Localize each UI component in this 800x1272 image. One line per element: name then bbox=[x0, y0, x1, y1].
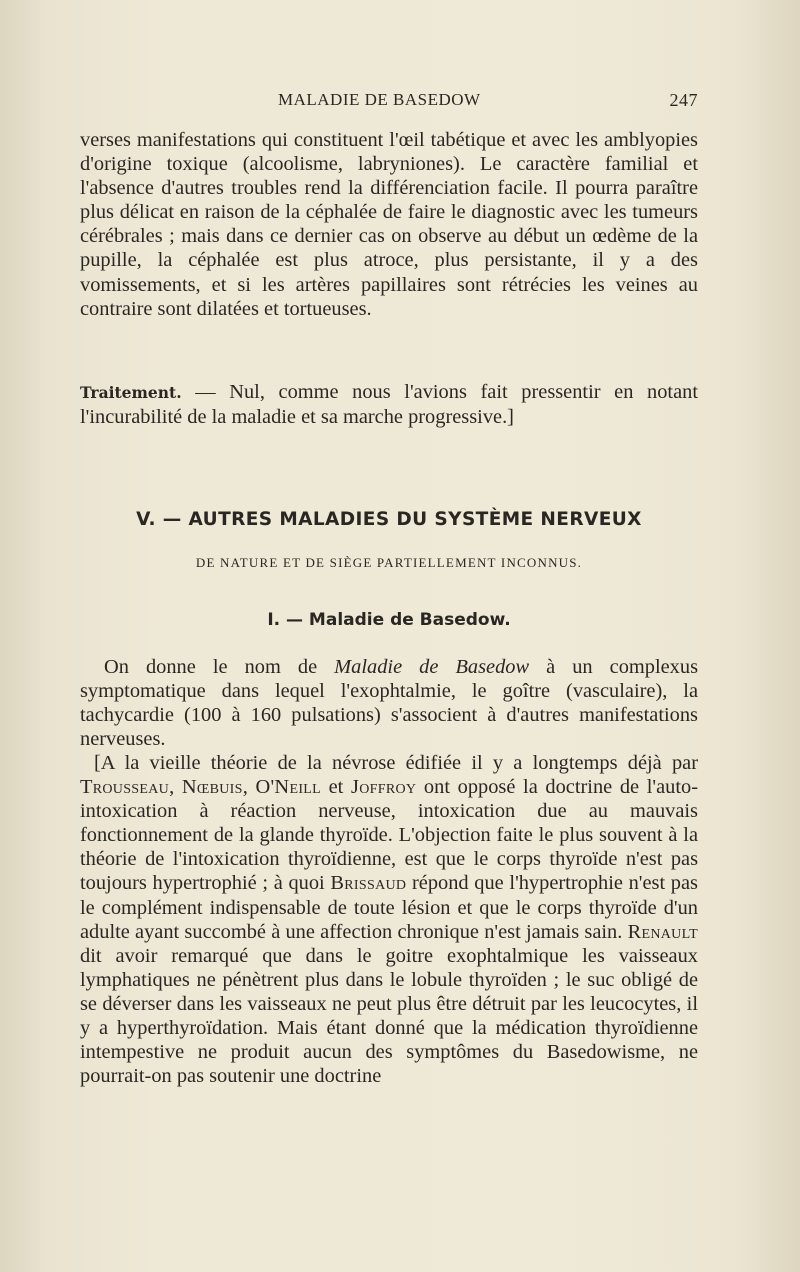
author-trousseau: Trousseau bbox=[80, 776, 170, 799]
author-joffroy: Joffroy bbox=[351, 776, 417, 799]
traitement-text: — Nul, comme nous l'avions fait pressentir en notant l'incurabilité de la maladie et sa marche progressive.] bbox=[80, 381, 698, 429]
disease-name: Maladie de Basedow bbox=[334, 656, 530, 678]
paragraph-traitement bbox=[80, 380, 698, 429]
subsection-title: I. — Maladie de Basedow. bbox=[267, 610, 511, 630]
theory-text-1: [A la vieille théorie de la névrose édifiée il y a longtemps déjà par bbox=[94, 752, 698, 774]
theory-text-6: répond que l'hypertrophie n'est pas le complément indispensable de toute lésion et que le corps thyroïde d'un adulte ayant succombé à une affection chronique n'est jamais sain. bbox=[80, 872, 698, 943]
theory-text-5: ont opposé la doctrine de l'auto-intoxication à réaction nerveuse, intoxication due au mauvais fonctionnement de la glande thyroïde. L'objection faite le plus souvent à la théorie de l'intoxication thyroïdienne, est que le corps thyroïde n'est pas toujours hypertrophié ; à quoi bbox=[80, 776, 698, 895]
paragraph-continuation: verses manifestations qui constituent l'œil tabétique et avec les amblyopies d'origine toxique (alcoolisme, labryniones). Le caractère familial et l'absence d'autres troubles rend la différenciation facile. Il pourra paraître plus délicat en raison de la céphalée de faire le diagnostic avec les tumeurs cérébrales ; mais dans ce dernier cas on observe au début un œdème de la pupille, la céphalée est plus atroce, plus persistante, il y a des vomissements, et si les artères papillaires sont rétrécies les veines au contraire sont dilatées et tortueuses. bbox=[80, 129, 698, 320]
section-subtitle: DE NATURE ET DE SIÈGE PARTIELLEMENT INCONNUS. bbox=[195, 555, 583, 570]
author-brissaud: Brissaud bbox=[330, 872, 407, 895]
traitement-heading: Traitement. bbox=[80, 383, 182, 402]
theory-text-4: et bbox=[320, 776, 351, 799]
running-title: MALADIE DE BASEDOW bbox=[278, 90, 481, 109]
author-oneill: O'Neill bbox=[255, 776, 321, 799]
author-renault: Renault bbox=[627, 920, 698, 943]
page-number: 247 bbox=[669, 90, 698, 110]
theory-text-3: , bbox=[242, 776, 256, 799]
definition-text-before: On donne le nom de bbox=[104, 656, 335, 678]
definition-text-after: à un complexus symptomatique dans lequel l'exophtalmie, le goître (vasculaire), la tachycardie (100 à 160 pulsations) s'associent à d'autres manifestations nerveuses. bbox=[80, 656, 699, 751]
theory-text-2: , bbox=[169, 776, 182, 799]
paragraph-theory bbox=[80, 751, 698, 1088]
theory-text-7: dit avoir remarqué que dans le goitre exophtalmique les vaisseaux lymphatiques ne pénètrent plus dans le lobule thyroïden ; le suc obligé de se déverser dans les vaisseaux ne peut plus être détruit par les leucocytes, il y a hyperthyroïdation. Mais étant donné que la médication thyroïdienne intempestive ne produit aucun des symptômes du Basedowisme, ne pourrait-on pas soutenir une doctrine bbox=[80, 944, 698, 1088]
section-title: V. — AUTRES MALADIES DU SYSTÈME NERVEUX bbox=[136, 509, 642, 530]
running-header bbox=[80, 90, 698, 114]
author-noebuis: Nœbuis bbox=[181, 776, 243, 799]
paragraph-definition bbox=[80, 655, 698, 751]
